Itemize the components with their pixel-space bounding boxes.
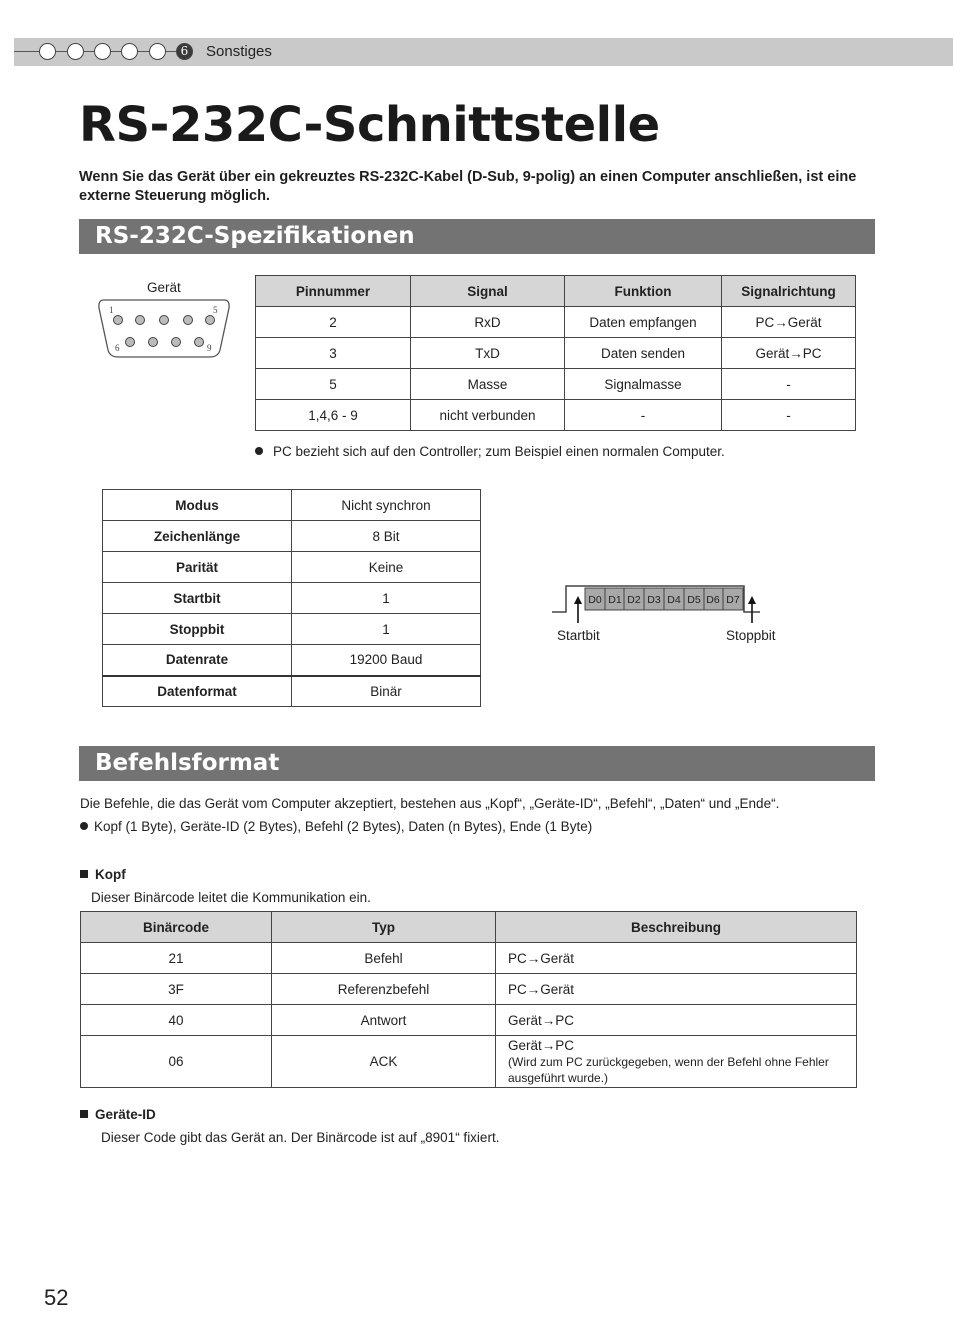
pin-5-label: 5 [213, 305, 218, 315]
setting-name: Parität [103, 552, 292, 583]
column-header: Binärcode [81, 912, 272, 943]
pin-1-label: 1 [109, 305, 114, 315]
column-header: Pinnummer [256, 276, 411, 307]
bit-label: D0 [588, 594, 602, 606]
bit-label: D1 [608, 594, 622, 606]
table-cell: Antwort [272, 1005, 496, 1036]
table-cell: Daten senden [565, 338, 722, 369]
column-header: Signalrichtung [722, 276, 856, 307]
table-cell: Masse [411, 369, 565, 400]
startbit-label: Startbit [557, 628, 600, 643]
dsub-connector-icon [96, 296, 232, 360]
square-bullet-icon [80, 870, 88, 878]
chapter-number-badge: 6 [176, 43, 193, 60]
chapter-label: Sonstiges [206, 43, 272, 60]
chapter-circle-icon [149, 43, 166, 60]
table-row [103, 552, 481, 583]
table-row [81, 943, 857, 974]
table-cell: Gerät→PC [722, 338, 856, 369]
page-number: 52 [44, 1285, 69, 1310]
table-cell: Gerät→PC [496, 1005, 857, 1036]
pin-6-label: 6 [115, 343, 120, 353]
kopf-text: Dieser Binärcode leitet die Kommunikation ein. [91, 890, 371, 905]
pc-note-text: PC bezieht sich auf den Controller; zum Beispiel einen normalen Computer. [273, 444, 725, 459]
chapter-circle-icon [39, 43, 56, 60]
bit-label: D2 [627, 594, 641, 606]
bit-timing-diagram [550, 582, 770, 624]
section-heading-commands: Befehlsformat [79, 746, 875, 781]
table-cell: 1,4,6 - 9 [256, 400, 411, 431]
serial-settings-table [102, 489, 481, 707]
setting-name: Stoppbit [103, 614, 292, 645]
setting-value: Nicht synchron [292, 490, 481, 521]
geraete-id-heading [80, 1107, 156, 1122]
table-cell: Signalmasse [565, 369, 722, 400]
setting-name: Zeichenlänge [103, 521, 292, 552]
table-cell: PC→Gerät [496, 943, 857, 974]
table-cell: 06 [81, 1036, 272, 1088]
setting-value: 19200 Baud [292, 645, 481, 676]
setting-name: Modus [103, 490, 292, 521]
page-title: RS-232C-Schnittstelle [79, 97, 660, 153]
column-header: Signal [411, 276, 565, 307]
table-row [103, 490, 481, 521]
column-header: Typ [272, 912, 496, 943]
table-cell: Referenzbefehl [272, 974, 496, 1005]
table-cell: ACK [272, 1036, 496, 1088]
setting-value: 1 [292, 583, 481, 614]
table-row [256, 400, 856, 431]
kopf-table [80, 911, 857, 1088]
chapter-circle-icon [67, 43, 84, 60]
geraete-id-heading-text: Geräte-ID [95, 1107, 156, 1122]
bit-label: D5 [687, 594, 701, 606]
table-cell: - [722, 369, 856, 400]
setting-name: Datenrate [103, 645, 292, 676]
table-cell: PC→Gerät [722, 307, 856, 338]
setting-value: Binär [292, 676, 481, 707]
kopf-heading [80, 867, 126, 882]
pin-assignment-table [255, 275, 856, 431]
bullet-icon [255, 447, 263, 455]
table-row [256, 338, 856, 369]
table-cell: 21 [81, 943, 272, 974]
ack-direction: Gerät→PC [508, 1037, 575, 1053]
table-row [256, 307, 856, 338]
table-cell: - [722, 400, 856, 431]
table-row [256, 369, 856, 400]
kopf-heading-text: Kopf [95, 867, 126, 882]
setting-name: Startbit [103, 583, 292, 614]
table-cell: 3 [256, 338, 411, 369]
table-cell [496, 1036, 857, 1088]
bit-label: D6 [706, 594, 720, 606]
section-heading-spec: RS-232C-Spezifikationen [79, 219, 875, 254]
setting-name: Datenformat [103, 676, 292, 707]
bit-label: D4 [667, 594, 681, 606]
table-header-row [256, 276, 856, 307]
table-row [81, 974, 857, 1005]
table-cell: nicht verbunden [411, 400, 565, 431]
bit-label: D3 [647, 594, 661, 606]
table-cell: Daten empfangen [565, 307, 722, 338]
table-cell: - [565, 400, 722, 431]
intro-text: Wenn Sie das Gerät über ein gekreuztes RS-232C-Kabel (D-Sub, 9-polig) an einen Computer anschließen, ist eine externe Steuerung möglich. [79, 169, 857, 204]
setting-value: Keine [292, 552, 481, 583]
command-bullet-text: Kopf (1 Byte), Geräte-ID (2 Bytes), Befehl (2 Bytes), Daten (n Bytes), Ende (1 Byte) [94, 819, 593, 834]
table-row [103, 614, 481, 645]
table-cell: Befehl [272, 943, 496, 974]
chapter-circle-icon [94, 43, 111, 60]
connector-label: Gerät [147, 280, 181, 295]
table-row [103, 583, 481, 614]
table-row [103, 676, 481, 707]
table-cell: PC→Gerät [496, 974, 857, 1005]
ack-note: (Wird zum PC zurückgegeben, wenn der Befehl ohne Fehler ausgeführt wurde.) [508, 1054, 829, 1085]
setting-value: 1 [292, 614, 481, 645]
table-cell: 2 [256, 307, 411, 338]
pc-note [255, 444, 725, 459]
command-bullet [80, 819, 592, 834]
command-intro: Die Befehle, die das Gerät vom Computer akzeptiert, bestehen aus „Kopf“, „Geräte-ID“, „Befehl“, „Daten“ und „Ende“. [80, 796, 780, 811]
chapter-circle-icon [121, 43, 138, 60]
pin-9-label: 9 [207, 343, 212, 353]
table-row [103, 645, 481, 676]
table-row [81, 1036, 857, 1088]
table-header-row [81, 912, 857, 943]
column-header: Funktion [565, 276, 722, 307]
table-cell: 3F [81, 974, 272, 1005]
table-cell: TxD [411, 338, 565, 369]
bit-label: D7 [726, 594, 740, 606]
geraete-id-text: Dieser Code gibt das Gerät an. Der Binärcode ist auf „8901“ fixiert. [101, 1130, 500, 1145]
stoppbit-label: Stoppbit [726, 628, 776, 643]
table-row [103, 521, 481, 552]
table-cell: RxD [411, 307, 565, 338]
table-cell: 40 [81, 1005, 272, 1036]
column-header: Beschreibung [496, 912, 857, 943]
setting-value: 8 Bit [292, 521, 481, 552]
square-bullet-icon [80, 1110, 88, 1118]
table-cell: 5 [256, 369, 411, 400]
bullet-icon [80, 822, 88, 830]
table-row [81, 1005, 857, 1036]
